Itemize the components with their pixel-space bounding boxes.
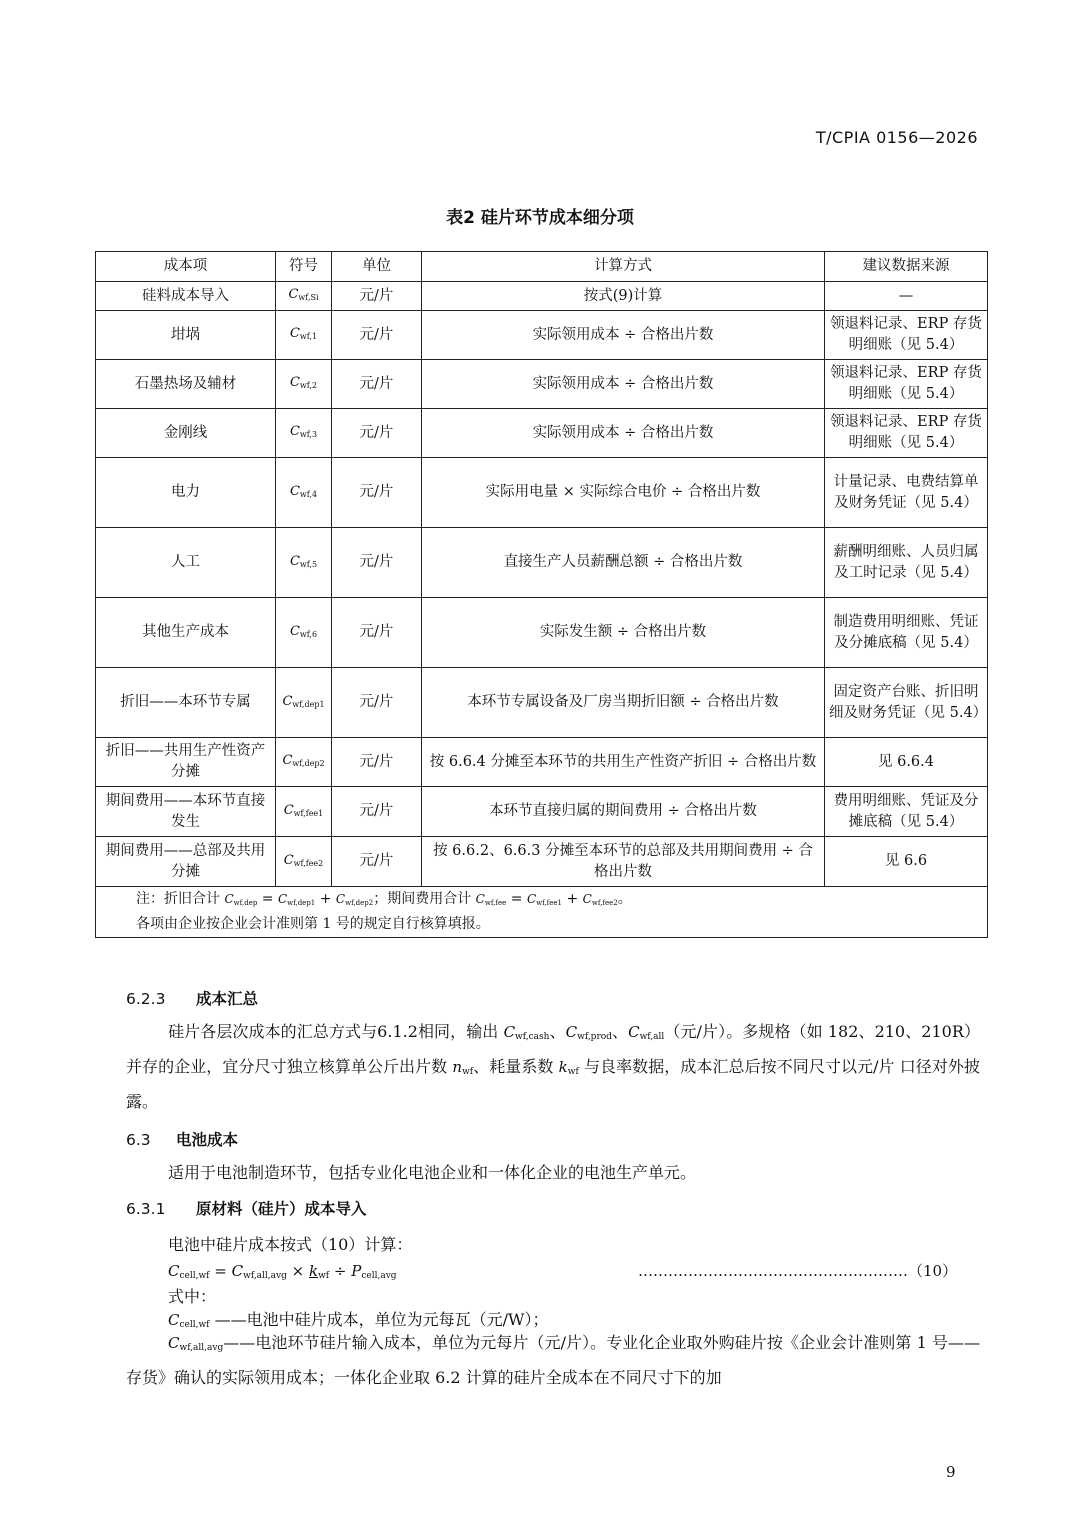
table-row [96,282,988,311]
cell-source: 固定资产台账、折旧明细及财务凭证（见 5.4） [825,668,988,738]
cell-unit: 元/片 [332,738,422,787]
cell-unit: 元/片 [332,668,422,738]
cell-item: 坩埚 [96,311,276,360]
cell-symbol: $C_{wf,6}$ [276,598,332,668]
cell-item: 其他生产成本 [96,598,276,668]
table-title: 表2 硅片环节成本细分项 [446,208,634,228]
cell-source: 领退料记录、ERP 存货明细账（见 5.4） [825,311,988,360]
cell-symbol: $C_{wf,Si}$ [276,282,332,311]
cell-item: 折旧——共用生产性资产分摊 [96,738,276,787]
cell-unit: 元/片 [332,311,422,360]
cell-method: 实际领用成本 ÷ 合格出片数 [422,409,825,458]
cell-method: 按 6.6.2、6.6.3 分摊至本环节的总部及共用期间费用 ÷ 合格出片数 [422,837,825,887]
section-6-3-paragraph: 适用于电池制造环节，包括专业化电池企业和一体化企业的电池生产单元。 [168,1163,697,1182]
table-row [96,409,988,458]
cell-unit: 元/片 [332,458,422,528]
section-heading-6-3: 6.3 电池成本 [126,1131,239,1149]
cell-method: 实际用电量 × 实际综合电价 ÷ 合格出片数 [422,458,825,528]
table-row [96,528,988,598]
cell-source: 领退料记录、ERP 存货明细账（见 5.4） [825,409,988,458]
cell-item: 电力 [96,458,276,528]
col-header-method: 计算方式 [422,252,825,282]
table-row [96,668,988,738]
table-row [96,837,988,887]
cell-item: 期间费用——本环节直接发生 [96,787,276,837]
cell-unit: 元/片 [332,409,422,458]
definition-c-wf-all-avg: Cwf,all,avg——电池环节硅片输入成本，单位为元每片（元/片）。专业化企业取外购硅片按《企业会计准则第 1 号——存货》确认的实际领用成本；一体化企业取 6.2 计算的硅片全成本在不同尺寸下的加 [126,1333,980,1387]
table-note: 注：折旧合计 $C_{wf,dep} = C_{wf,dep1} + C_{wf,dep2}$；期间费用合计 $C_{wf,fee} = C_{wf,fee1} + C_{wf,fee2}$。 各项由企业按企业会计准则第 1 号的规定自行核算填报。 [96,887,988,938]
cell-unit: 元/片 [332,528,422,598]
cell-item: 石墨热场及辅材 [96,360,276,409]
cell-unit: 元/片 [332,282,422,311]
cell-unit: 元/片 [332,598,422,668]
cell-method: 按式(9)计算 [422,282,825,311]
table-row [96,787,988,837]
cell-item: 期间费用——总部及共用分摊 [96,837,276,887]
formula-leader-and-number: ………………………………………………（10） [638,1262,958,1280]
definition-c-cell-wf: Ccell,wf ——电池中硅片成本，单位为元每瓦（元/W）； [168,1310,549,1330]
cell-symbol: $C_{wf,1}$ [276,311,332,360]
cell-symbol: $C_{wf,dep1}$ [276,668,332,738]
cell-symbol: $C_{wf,fee1}$ [276,787,332,837]
cell-method: 实际领用成本 ÷ 合格出片数 [422,360,825,409]
table-row [96,458,988,528]
formula-intro: 电池中硅片成本按式（10）计算： [168,1235,413,1254]
table-header-row [96,252,988,282]
cell-item: 硅料成本导入 [96,282,276,311]
table-note-row [96,887,988,938]
cell-source: 薪酬明细账、人员归属及工时记录（见 5.4） [825,528,988,598]
cell-item: 折旧——本环节专属 [96,668,276,738]
table-row [96,738,988,787]
cell-symbol: $C_{wf,4}$ [276,458,332,528]
cell-unit: 元/片 [332,837,422,887]
table-row [96,311,988,360]
cell-unit: 元/片 [332,787,422,837]
cell-source: — [825,282,988,311]
cell-source: 制造费用明细账、凭证及分摊底稿（见 5.4） [825,598,988,668]
cell-method: 按 6.6.4 分摊至本环节的共用生产性资产折旧 ÷ 合格出片数 [422,738,825,787]
section-heading-6-3-1: 6.3.1 原材料（硅片）成本导入 [126,1200,367,1218]
cell-source: 见 6.6 [825,837,988,887]
cell-item: 人工 [96,528,276,598]
cell-unit: 元/片 [332,360,422,409]
cell-source: 见 6.6.4 [825,738,988,787]
cell-method: 实际发生额 ÷ 合格出片数 [422,598,825,668]
table-row [96,360,988,409]
formula-10: Ccell,wf = Cwf,all,avg × kwf ÷ Pcell,avg [168,1262,397,1281]
section-heading-6-2-3: 6.2.3 成本汇总 [126,990,259,1008]
cell-method: 实际领用成本 ÷ 合格出片数 [422,311,825,360]
cell-symbol: $C_{wf,3}$ [276,409,332,458]
cell-symbol: $C_{wf,fee2}$ [276,837,332,887]
page-number: 9 [946,1463,956,1481]
cell-method: 本环节专属设备及厂房当期折旧额 ÷ 合格出片数 [422,668,825,738]
cell-symbol: $C_{wf,2}$ [276,360,332,409]
col-header-unit: 单位 [332,252,422,282]
cell-symbol: $C_{wf,dep2}$ [276,738,332,787]
section-6-2-3-paragraph: 硅片各层次成本的汇总方式与6.1.2相同，输出 Cwf,cash、Cwf,prod、Cwf,all（元/片）。多规格（如 182、210、210R）并存的企业，宜分尺寸独立核算单公斤出片数 nwf、耗量系数 kwf 与良率数据，成本汇总后按不同尺寸以元/片 口径对外披露。 [126,1022,980,1111]
col-header-source: 建议数据来源 [825,252,988,282]
cell-source: 计量记录、电费结算单及财务凭证（见 5.4） [825,458,988,528]
cost-breakdown-table [95,251,988,938]
document-code: T/CPIA 0156—2026 [815,128,978,147]
table-row [96,598,988,668]
where-label: 式中： [168,1287,217,1306]
cell-source: 领退料记录、ERP 存货明细账（见 5.4） [825,360,988,409]
cell-source: 费用明细账、凭证及分摊底稿（见 5.4） [825,787,988,837]
col-header-item: 成本项 [96,252,276,282]
cell-item: 金刚线 [96,409,276,458]
cell-symbol: $C_{wf,5}$ [276,528,332,598]
col-header-symbol: 符号 [276,252,332,282]
cell-method: 直接生产人员薪酬总额 ÷ 合格出片数 [422,528,825,598]
cell-method: 本环节直接归属的期间费用 ÷ 合格出片数 [422,787,825,837]
